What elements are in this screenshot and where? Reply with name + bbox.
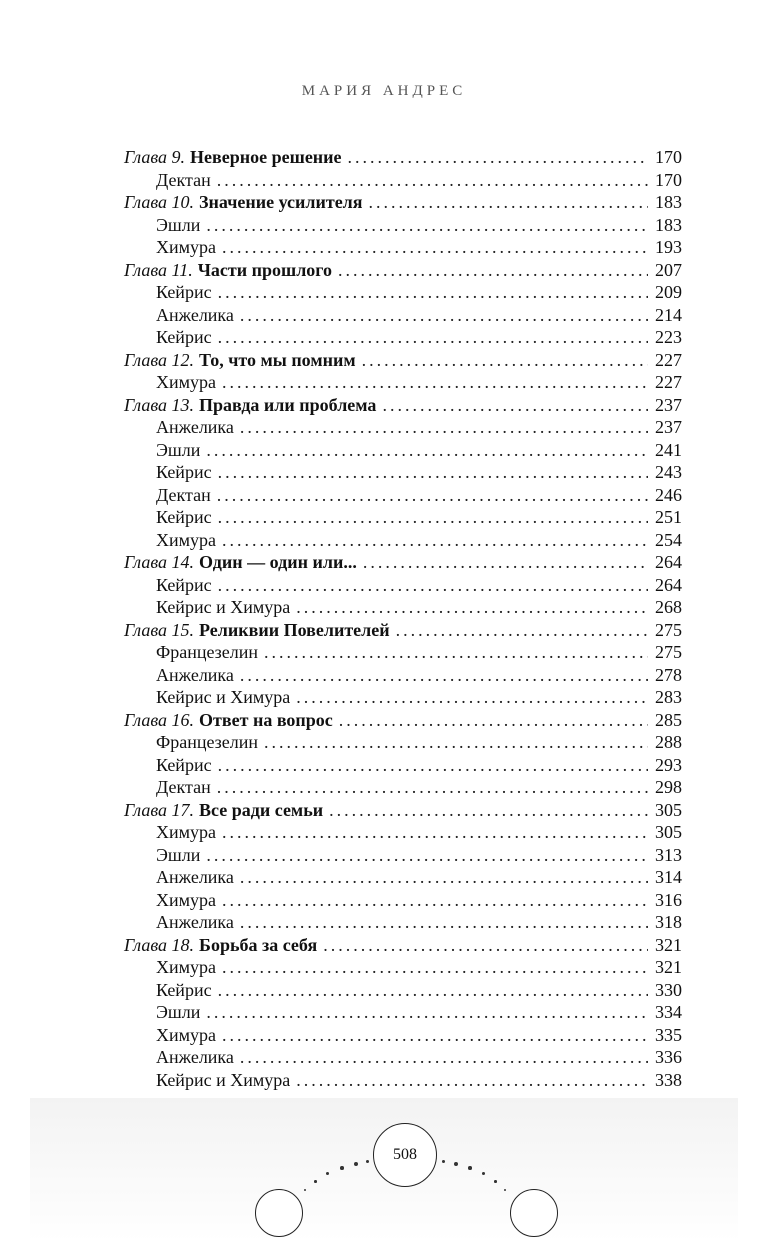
dot-leader xyxy=(296,1069,648,1092)
chapter-title: Значение усилителя xyxy=(199,192,363,212)
section-title: Эшли xyxy=(156,439,201,460)
section-title: Анжелика xyxy=(156,912,234,932)
toc-page-number: 251 xyxy=(655,507,682,527)
dot-leader xyxy=(264,731,648,754)
dot-leader xyxy=(217,776,648,799)
toc-page-number: 254 xyxy=(655,529,682,550)
section-title: Кейрис и Химура xyxy=(156,687,291,707)
chapter-title: Правда или проблема xyxy=(199,394,377,415)
dot-leader xyxy=(382,394,648,417)
chapter-number: Глава 10. xyxy=(124,192,195,212)
section-title: Анжелика xyxy=(156,417,234,437)
dot-leader xyxy=(240,1046,648,1069)
ornament-dot xyxy=(454,1162,458,1166)
toc-page-number: 321 xyxy=(655,934,682,955)
toc-page-number: 283 xyxy=(655,687,682,707)
toc-section-row xyxy=(124,889,682,912)
dot-leader xyxy=(206,214,648,237)
section-title: Химура xyxy=(156,1024,217,1045)
section-title: Анжелика xyxy=(156,1047,234,1067)
section-title: Кейрис и Химура xyxy=(156,597,291,617)
section-title: Дектан xyxy=(156,777,211,797)
toc-chapter-row xyxy=(124,191,682,214)
toc-chapter-row xyxy=(124,799,682,822)
dot-leader xyxy=(218,574,648,597)
toc-section-row xyxy=(124,866,682,889)
toc-section-row xyxy=(124,686,682,709)
dot-leader xyxy=(222,956,648,979)
toc-page-number: 264 xyxy=(655,574,682,595)
toc-section-row xyxy=(124,641,682,664)
toc-page-number: 237 xyxy=(655,417,682,437)
dot-leader xyxy=(217,169,648,192)
ornament-dot xyxy=(314,1180,317,1183)
section-title: Кейрис xyxy=(156,282,212,302)
toc-chapter-row xyxy=(124,709,682,732)
toc-section-row xyxy=(124,821,682,844)
section-title: Анжелика xyxy=(156,304,234,325)
toc-page-number: 278 xyxy=(655,664,682,685)
section-title: Кейрис xyxy=(156,979,212,1000)
toc-page-number: 288 xyxy=(655,732,682,752)
toc-section-row xyxy=(124,1001,682,1024)
dot-leader xyxy=(338,259,648,282)
dot-leader xyxy=(363,551,648,574)
toc-page-number: 246 xyxy=(655,484,682,505)
toc-section-row xyxy=(124,484,682,507)
toc-section-row xyxy=(124,214,682,237)
toc-page-number: 336 xyxy=(655,1047,682,1067)
toc-page-number: 241 xyxy=(655,439,682,460)
ornament-circle-right xyxy=(510,1189,558,1237)
toc-section-row xyxy=(124,911,682,934)
dot-leader xyxy=(396,619,648,642)
toc-chapter-row xyxy=(124,259,682,282)
dot-leader xyxy=(218,506,648,529)
section-title: Эшли xyxy=(156,844,201,865)
section-title: Кейрис xyxy=(156,754,212,775)
toc-chapter-row xyxy=(124,619,682,642)
section-title: Химура xyxy=(156,529,217,550)
dot-leader xyxy=(217,484,648,507)
dot-leader xyxy=(329,799,648,822)
toc-page-number: 183 xyxy=(655,192,682,212)
page-number: 508 xyxy=(373,1123,437,1187)
toc-page-number: 237 xyxy=(655,394,682,415)
toc-chapter-row xyxy=(124,394,682,417)
toc-page-number: 335 xyxy=(655,1024,682,1045)
ornament-circle-left xyxy=(255,1189,303,1237)
toc-page-number: 316 xyxy=(655,889,682,910)
toc-section-row xyxy=(124,979,682,1002)
ornament-dot xyxy=(304,1189,306,1191)
toc-page-number: 314 xyxy=(655,867,682,887)
toc-section-row xyxy=(124,506,682,529)
toc-page-number: 207 xyxy=(655,259,682,280)
toc-page-number: 193 xyxy=(655,237,682,257)
dot-leader xyxy=(362,349,648,372)
ornament-dot xyxy=(504,1189,506,1191)
chapter-number: Глава 16. xyxy=(124,709,195,730)
toc-page-number: 338 xyxy=(655,1069,682,1090)
chapter-number: Глава 13. xyxy=(124,394,195,415)
toc-page-number: 243 xyxy=(655,462,682,482)
dot-leader xyxy=(369,191,648,214)
toc-section-row xyxy=(124,574,682,597)
chapter-title: Все ради семьи xyxy=(199,799,324,820)
dot-leader xyxy=(240,911,648,934)
dot-leader xyxy=(222,821,648,844)
toc-page-number: 264 xyxy=(655,552,682,572)
toc-page-number: 305 xyxy=(655,822,682,842)
toc-section-row xyxy=(124,1069,682,1092)
toc-section-row xyxy=(124,461,682,484)
section-title: Дектан xyxy=(156,484,211,505)
toc-section-row xyxy=(124,1024,682,1047)
toc-page-number: 275 xyxy=(655,642,682,662)
dot-leader xyxy=(348,146,648,169)
chapter-number: Глава 11. xyxy=(124,259,193,280)
section-title: Эшли xyxy=(156,1002,201,1022)
toc-section-row xyxy=(124,281,682,304)
toc-page-number: 293 xyxy=(655,754,682,775)
chapter-title: Реликвии Повелителей xyxy=(199,619,390,640)
toc-page-number: 334 xyxy=(655,1002,682,1022)
toc-page-number: 321 xyxy=(655,957,682,977)
chapter-title: Борьба за себя xyxy=(199,934,318,955)
dot-leader xyxy=(240,664,648,687)
toc-page-number: 268 xyxy=(655,597,682,617)
chapter-number: Глава 15. xyxy=(124,619,195,640)
section-title: Химура xyxy=(156,372,217,392)
toc-section-row xyxy=(124,956,682,979)
chapter-number: Глава 17. xyxy=(124,799,195,820)
toc-page-number: 214 xyxy=(655,304,682,325)
toc-chapter-row xyxy=(124,934,682,957)
dot-leader xyxy=(218,281,648,304)
chapter-number: Глава 14. xyxy=(124,552,195,572)
dot-leader xyxy=(323,934,648,957)
toc-page-number: 275 xyxy=(655,619,682,640)
chapter-title: Ответ на вопрос xyxy=(199,709,333,730)
toc-page-number: 170 xyxy=(655,169,682,190)
section-title: Эшли xyxy=(156,214,201,235)
toc-section-row xyxy=(124,731,682,754)
section-title: Кейрис и Химура xyxy=(156,1069,291,1090)
chapter-title: Неверное решение xyxy=(190,147,342,167)
dot-leader xyxy=(222,529,648,552)
toc-page-number: 227 xyxy=(655,349,682,370)
toc-section-row xyxy=(124,776,682,799)
dot-leader xyxy=(218,461,648,484)
section-title: Химура xyxy=(156,957,217,977)
dot-leader xyxy=(218,326,648,349)
toc-page-number: 313 xyxy=(655,844,682,865)
toc-section-row xyxy=(124,529,682,552)
toc-page-number: 285 xyxy=(655,709,682,730)
chapter-number: Глава 9. xyxy=(124,147,186,167)
ornament-dot xyxy=(340,1166,344,1170)
dot-leader xyxy=(218,754,648,777)
dot-leader xyxy=(339,709,648,732)
toc-page-number: 318 xyxy=(655,912,682,932)
ornament-dot xyxy=(468,1166,472,1170)
toc-page-number: 298 xyxy=(655,777,682,797)
toc-section-row xyxy=(124,169,682,192)
toc-page-number: 223 xyxy=(655,327,682,347)
ornament-dot xyxy=(354,1162,358,1166)
chapter-title: Один — один или... xyxy=(199,552,357,572)
ornament-dot xyxy=(442,1160,445,1163)
toc-section-row xyxy=(124,439,682,462)
section-title: Химура xyxy=(156,889,217,910)
section-title: Анжелика xyxy=(156,664,234,685)
toc-section-row xyxy=(124,596,682,619)
dot-leader xyxy=(222,236,648,259)
ornament-dot xyxy=(366,1160,369,1163)
toc-section-row xyxy=(124,371,682,394)
section-title: Дектан xyxy=(156,169,211,190)
toc-chapter-row xyxy=(124,551,682,574)
chapter-title: Части прошлого xyxy=(197,259,333,280)
toc-section-row xyxy=(124,1046,682,1069)
toc-section-row xyxy=(124,754,682,777)
toc-section-row xyxy=(124,326,682,349)
section-title: Францезелин xyxy=(156,642,259,662)
toc-page-number: 330 xyxy=(655,979,682,1000)
running-head-author: МАРИЯ АНДРЕС xyxy=(301,83,467,99)
section-title: Кейрис xyxy=(156,574,212,595)
chapter-title: То, что мы помним xyxy=(199,349,356,370)
dot-leader xyxy=(218,979,648,1002)
dot-leader xyxy=(206,439,648,462)
toc-page-number: 209 xyxy=(655,282,682,302)
dot-leader xyxy=(240,416,648,439)
section-title: Кейрис xyxy=(156,462,212,482)
toc-chapter-row xyxy=(124,146,682,169)
dot-leader xyxy=(222,1024,648,1047)
toc-page-number: 170 xyxy=(655,147,682,167)
toc-section-row xyxy=(124,416,682,439)
toc-page-number: 227 xyxy=(655,372,682,392)
toc-section-row xyxy=(124,304,682,327)
dot-leader xyxy=(296,686,648,709)
ornament-dot xyxy=(494,1180,497,1183)
section-title: Францезелин xyxy=(156,732,259,752)
dot-leader xyxy=(240,866,648,889)
section-title: Кейрис xyxy=(156,327,212,347)
toc-section-row xyxy=(124,664,682,687)
dot-leader xyxy=(264,641,648,664)
dot-leader xyxy=(240,304,648,327)
toc-page-number: 183 xyxy=(655,214,682,235)
dot-leader xyxy=(296,596,648,619)
chapter-number: Глава 12. xyxy=(124,349,195,370)
section-title: Кейрис xyxy=(156,507,212,527)
section-title: Анжелика xyxy=(156,867,234,887)
toc-section-row xyxy=(124,844,682,867)
dot-leader xyxy=(222,889,648,912)
toc-page-number: 305 xyxy=(655,799,682,820)
section-title: Химура xyxy=(156,822,217,842)
ornament-dot xyxy=(482,1172,485,1175)
toc-section-row xyxy=(124,236,682,259)
section-title: Химура xyxy=(156,237,217,257)
table-of-contents xyxy=(124,146,682,1091)
dot-leader xyxy=(206,1001,648,1024)
toc-chapter-row xyxy=(124,349,682,372)
dot-leader xyxy=(222,371,648,394)
chapter-number: Глава 18. xyxy=(124,934,195,955)
dot-leader xyxy=(206,844,648,867)
ornament-dot xyxy=(326,1172,329,1175)
